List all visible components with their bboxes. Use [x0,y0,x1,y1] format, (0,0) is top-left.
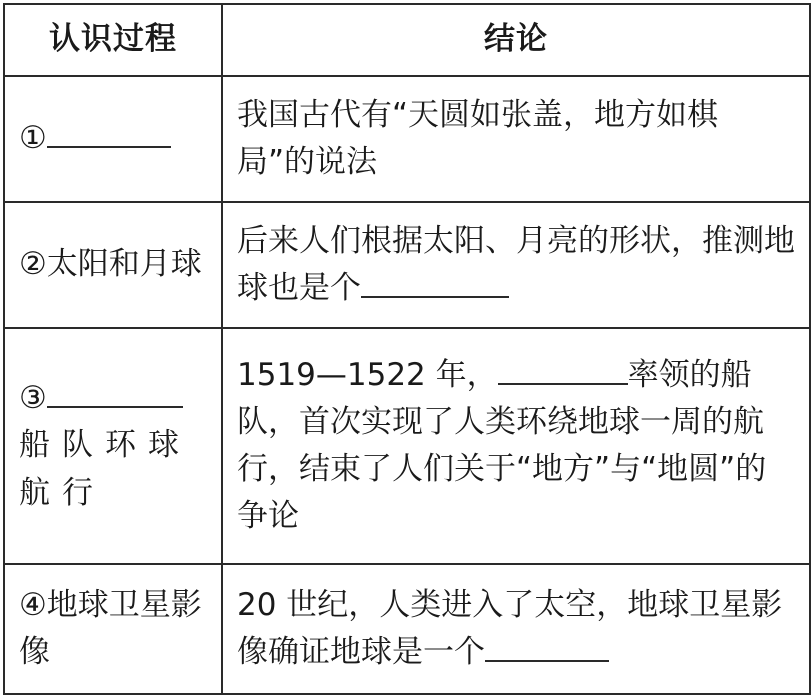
answer-blank[interactable] [47,378,183,408]
table-row [4,328,810,564]
knowledge-table [3,3,811,695]
process-number: ③ [19,380,47,417]
answer-blank[interactable] [485,632,609,662]
process-cell [4,564,222,694]
table-row [4,564,810,694]
process-text: 船队环球航行 [19,427,191,511]
conclusion-text-end: 率领的船队，首次实现了人类环绕地球一周的航行，结束了人们关于“地方”与“地圆”的争论 [237,356,767,535]
answer-blank[interactable] [47,119,171,149]
table-row [4,76,810,202]
conclusion-text: 20 世纪，人类进入了太空，地球卫星影像确证地球是一个 [237,586,783,670]
table-header-row [4,4,810,76]
conclusion-cell [222,202,810,328]
conclusion-cell [222,76,810,202]
process-text: ②太阳和月球 [19,246,202,283]
process-cell [4,76,222,202]
process-text: ④地球卫星影像 [19,586,202,670]
conclusion-cell [222,328,810,564]
header-process: 认识过程 [4,4,222,76]
conclusion-cell [222,564,810,694]
answer-blank[interactable] [361,268,509,298]
conclusion-text: 我国古代有“天圆如张盖，地方如棋局”的说法 [237,96,719,180]
answer-blank[interactable] [498,355,628,385]
process-cell [4,202,222,328]
table-row [4,202,810,328]
conclusion-text-start: 1519—1522 年， [237,356,498,393]
process-cell [4,328,222,564]
header-conclusion: 结论 [222,4,810,76]
conclusion-text: 后来人们根据太阳、月亮的形状，推测地球也是个 [237,222,795,306]
process-number: ① [19,120,47,157]
